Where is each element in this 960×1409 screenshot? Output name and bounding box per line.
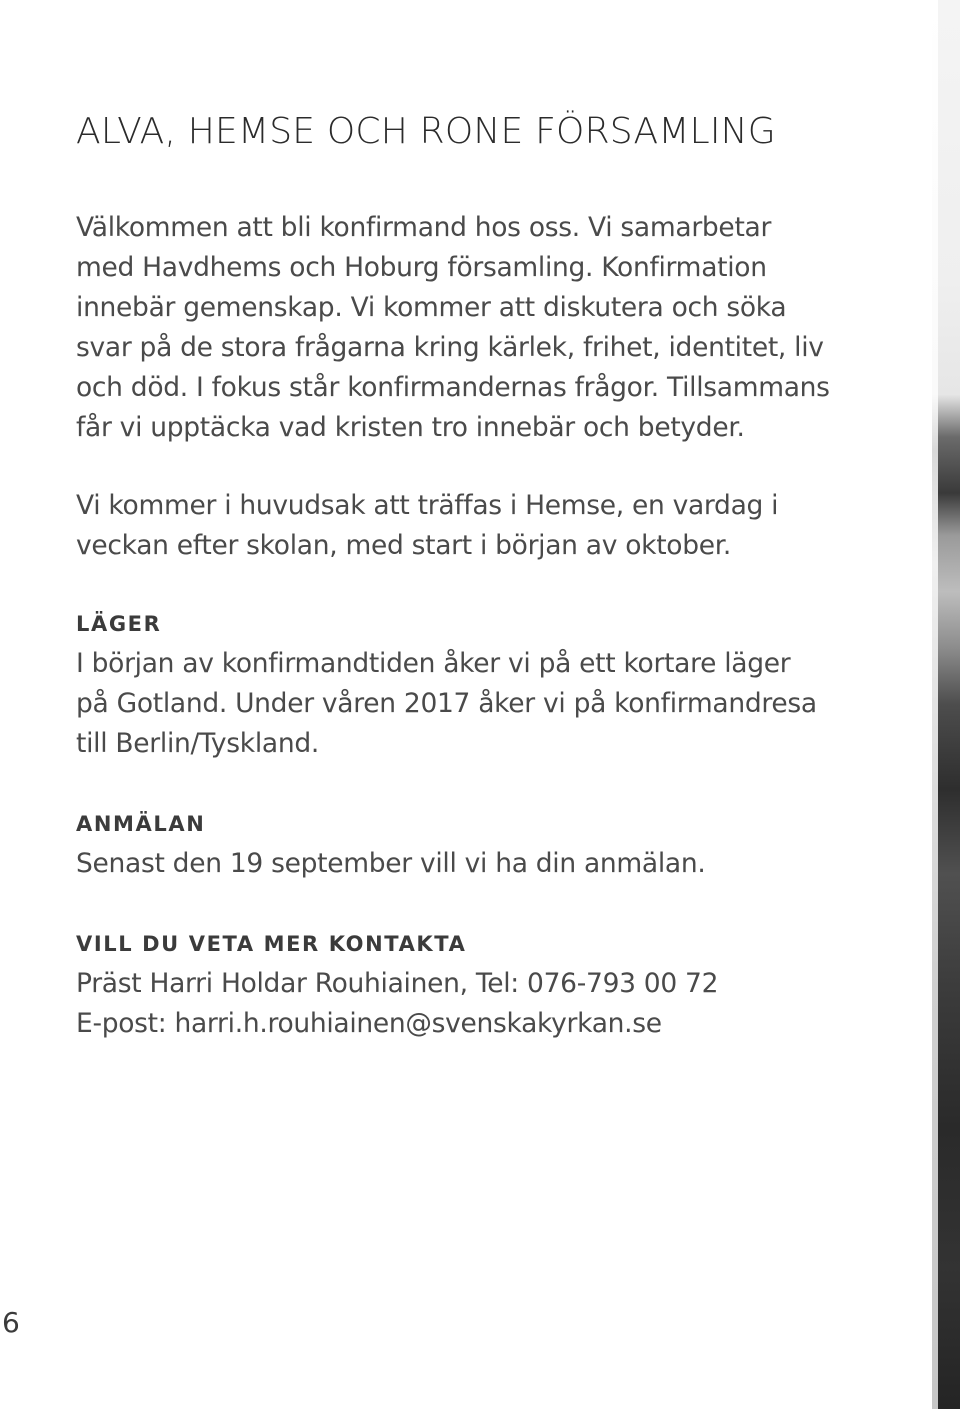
- contact-priest-line: Präst Harri Holdar Rouhiainen, Tel: 076-793 00 72: [76, 968, 719, 999]
- section-heading-anmalan: ANMÄLAN: [76, 812, 206, 836]
- section-text-anmalan: Senast den 19 september vill vi ha din anmälan.: [76, 848, 706, 879]
- section-kontakt: [76, 928, 876, 1044]
- page-title: ALVA, HEMSE OCH RONE FÖRSAMLING: [76, 111, 776, 152]
- contact-email-line[interactable]: E-post: harri.h.rouhiainen@svenskakyrkan.se: [76, 1008, 662, 1039]
- section-heading-kontakt: VILL DU VETA MER KONTAKTA: [76, 932, 467, 956]
- intro-paragraph-1: Välkommen att bli konfirmand hos oss. Vi samarbetar med Havdhems och Hoburg församling. Konfirmation innebär gemenskap. Vi kommer att diskutera och söka svar på de stora frågarna kring kärlek, frihet, identitet, liv och död. I fokus står konfirmandernas frågor. Tillsammans får vi upptäcka vad kristen tro innebär och betyder.: [76, 212, 830, 443]
- section-heading-lager: LÄGER: [76, 612, 162, 636]
- photo-strip-image: [938, 0, 960, 1409]
- intro-paragraph-2: Vi kommer i huvudsak att träffas i Hemse, en vardag i veckan efter skolan, med start i början av oktober.: [76, 490, 779, 561]
- page-content: [76, 108, 876, 1088]
- section-text-lager: I början av konfirmandtiden åker vi på ett kortare läger på Gotland. Under våren 2017 åker vi på konfirmandresa till Berlin/Tyskland.: [76, 648, 817, 759]
- section-lager: [76, 608, 876, 764]
- section-anmalan: [76, 808, 876, 884]
- page-number: 6: [2, 1306, 20, 1339]
